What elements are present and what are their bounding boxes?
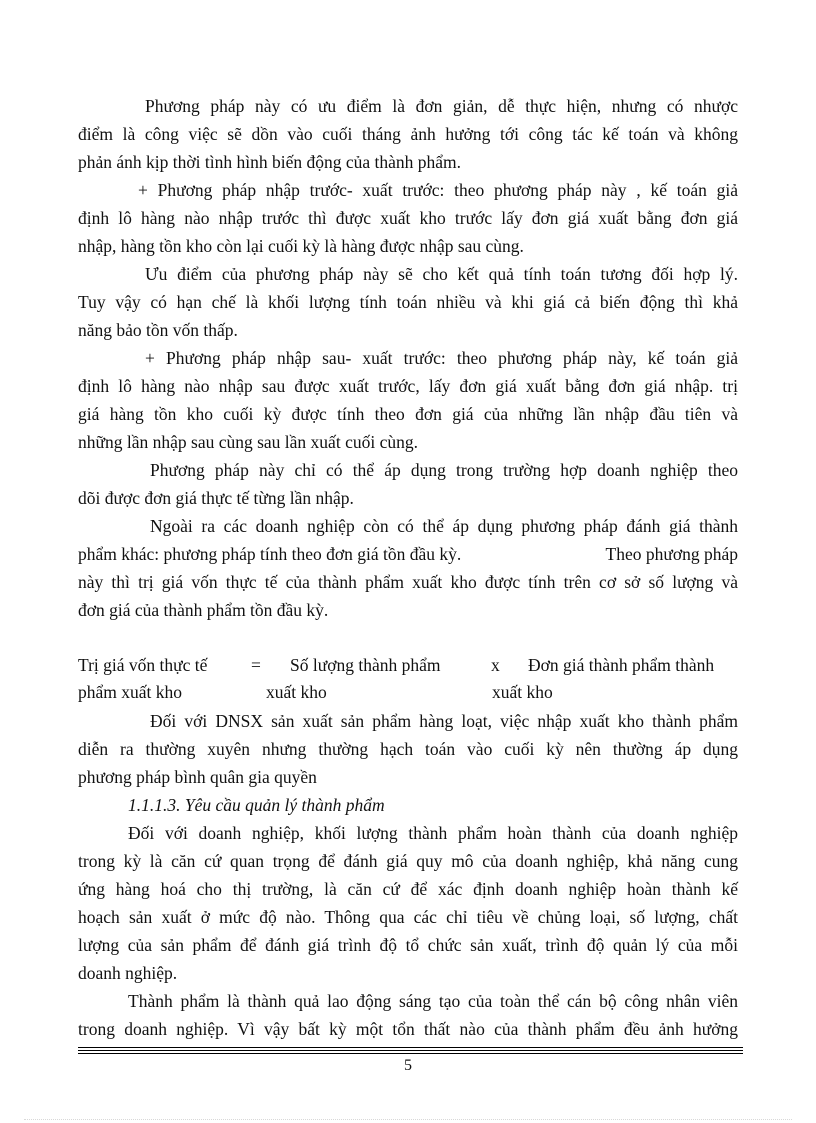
paragraph-line: trong kỳ là căn cứ quan trọng để đánh giá quy mô của doanh nghiệp, khả năng cung	[78, 851, 738, 871]
paragraph-line: Thành phẩm là thành quả lao động sáng tạo của toàn thể cán bộ công nhân viên	[128, 991, 738, 1011]
footer-rule	[78, 1047, 743, 1048]
paragraph-line: hoạch sản xuất ở mức độ nào. Thông qua các chỉ tiêu về chủng loại, số lượng, chất	[78, 907, 738, 927]
footer-rule	[78, 1053, 743, 1054]
formula-right-line2: xuất kho	[492, 682, 553, 702]
paragraph-line: những lần nhập sau cùng sau lần xuất cuối cùng.	[78, 432, 418, 452]
formula-times: x	[491, 655, 500, 675]
paragraph-line: lượng của sản phẩm để đánh giá trình độ tổ chức sản xuất, trình độ quản lý của mỗi	[78, 935, 738, 955]
formula-right-line1: Đơn giá thành phẩm thành	[528, 655, 715, 675]
paragraph-line: định lô hàng nào nhập sau được xuất trước, lấy đơn giá xuất bằng đơn giá nhập. trị	[78, 376, 738, 396]
formula-middle-line2: xuất kho	[266, 682, 327, 702]
paragraph-line: phản ánh kịp thời tình hình biến động của thành phẩm.	[78, 152, 462, 172]
paragraph-line: trong doanh nghiệp. Vì vậy bất kỳ một tổn thất nào của thành phẩm đều ảnh hưởng	[78, 1019, 738, 1039]
paragraph-line: phẩm khác: phương pháp tính theo đơn giá tồn đầu kỳ.	[78, 544, 462, 564]
paragraph-line: Ưu điểm của phương pháp này sẽ cho kết quả tính toán tương đối hợp lý.	[145, 264, 738, 284]
paragraph-line: điểm là công việc sẽ dồn vào cuối tháng ảnh hưởng tới công tác kế toán và không	[78, 124, 738, 144]
paragraph-line: dõi được đơn giá thực tế từng lần nhập.	[78, 488, 354, 508]
paragraph-line: Phương pháp này chỉ có thể áp dụng trong trường hợp doanh nghiệp theo	[150, 460, 738, 480]
section-heading: 1.1.1.3. Yêu cầu quản lý thành phẩm	[128, 795, 385, 815]
formula-equals: =	[251, 655, 261, 675]
paragraph-line: phương pháp bình quân gia quyền	[78, 767, 317, 787]
paragraph-line: Đối với doanh nghiệp, khối lượng thành phẩm hoàn thành của doanh nghiệp	[128, 823, 738, 843]
paragraph-line: năng bảo tồn vốn thấp.	[78, 320, 238, 340]
paragraph-line: này thì trị giá vốn thực tế của thành phẩm xuất kho được tính trên cơ sở số lượng và	[78, 572, 738, 592]
paragraph-line: ứng hàng hoá cho thị trường, là căn cứ để xác định doanh nghiệp hoàn thành kế	[78, 879, 738, 899]
formula-middle-line1: Số lượng thành phẩm	[290, 655, 441, 675]
page-number: 5	[404, 1057, 412, 1074]
footer-rule	[78, 1050, 743, 1051]
paragraph-line: định lô hàng nào nhập trước thì được xuất kho trước lấy đơn giá xuất bằng đơn giá	[78, 208, 738, 228]
paragraph-line: đơn giá của thành phẩm tồn đầu kỳ.	[78, 600, 329, 620]
paragraph-line: Đối với DNSX sản xuất sản phẩm hàng loạt, việc nhập xuất kho thành phẩm	[150, 711, 738, 731]
paragraph-line: Theo phương pháp	[605, 544, 738, 564]
paragraph-line: diễn ra thường xuyên nhưng thường hạch toán vào cuối kỳ nên thường áp dụng	[78, 739, 738, 759]
paragraph-line: Phương pháp này có ưu điểm là đơn giản, dễ thực hiện, nhưng có nhược	[145, 96, 738, 116]
paragraph-line: + Phương pháp nhập sau- xuất trước: theo phương pháp này, kế toán giả	[145, 348, 738, 368]
formula-left-line1: Trị giá vốn thực tế	[78, 655, 208, 675]
page-edge-divider	[24, 1119, 792, 1120]
paragraph-line: nhập, hàng tồn kho còn lại cuối kỳ là hàng được nhập sau cùng.	[78, 236, 524, 256]
paragraph-line: + Phương pháp nhập trước- xuất trước: theo phương pháp này , kế toán giả	[138, 180, 738, 200]
paragraph-line: giá hàng tồn kho cuối kỳ được tính theo đơn giá của những lần nhập đầu tiên và	[78, 404, 738, 424]
formula-left-line2: phẩm xuất kho	[78, 682, 183, 702]
paragraph-line: Tuy vậy có hạn chế là khối lượng tính toán nhiều và khi giá cả biến động thì khả	[78, 292, 738, 312]
paragraph-line: doanh nghiệp.	[78, 963, 178, 983]
paragraph-line: Ngoài ra các doanh nghiệp còn có thể áp dụng phương pháp đánh giá thành	[150, 516, 738, 536]
